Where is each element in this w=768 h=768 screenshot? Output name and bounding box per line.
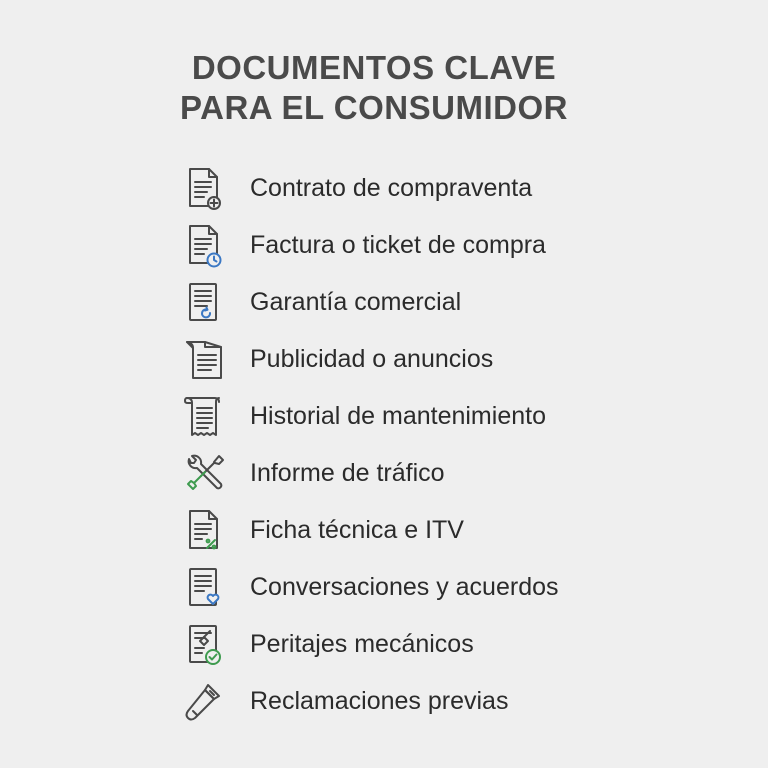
document-check-icon bbox=[178, 620, 230, 670]
document-plus-icon bbox=[178, 164, 230, 214]
list-item bbox=[178, 331, 618, 388]
list-item bbox=[178, 160, 618, 217]
item-label: Historial de mantenimiento bbox=[250, 402, 546, 430]
document-clock-icon bbox=[178, 221, 230, 271]
item-label: Ficha técnica e ITV bbox=[250, 516, 464, 544]
receipt-icon bbox=[178, 392, 230, 442]
title-line-2: PARA EL CONSUMIDOR bbox=[180, 89, 568, 126]
item-label: Publicidad o anuncios bbox=[250, 345, 494, 373]
item-label: Contrato de compraventa bbox=[250, 174, 533, 202]
list-item bbox=[178, 388, 618, 445]
document-list bbox=[178, 160, 618, 730]
document-percent-icon bbox=[178, 506, 230, 556]
document-refresh-icon bbox=[178, 278, 230, 328]
title-line-1: DOCUMENTOS CLAVE bbox=[191, 49, 557, 86]
item-label: Reclamaciones previas bbox=[250, 687, 509, 715]
item-label: Factura o ticket de compra bbox=[250, 231, 546, 259]
document-heart-icon bbox=[178, 563, 230, 613]
item-label: Informe de tráfico bbox=[250, 459, 445, 487]
list-item bbox=[178, 445, 618, 502]
list-item bbox=[178, 502, 618, 559]
folded-paper-icon bbox=[178, 335, 230, 385]
item-label: Garantía comercial bbox=[250, 288, 462, 316]
list-item bbox=[178, 559, 618, 616]
item-label: Peritajes mecánicos bbox=[250, 630, 474, 658]
flashlight-icon bbox=[178, 677, 230, 727]
wrench-screwdriver-icon bbox=[178, 449, 230, 499]
list-item bbox=[178, 616, 618, 673]
list-item bbox=[178, 274, 618, 331]
item-label: Conversaciones y acuerdos bbox=[250, 573, 559, 601]
list-item bbox=[178, 673, 618, 730]
list-item bbox=[178, 217, 618, 274]
page-title bbox=[0, 48, 748, 128]
